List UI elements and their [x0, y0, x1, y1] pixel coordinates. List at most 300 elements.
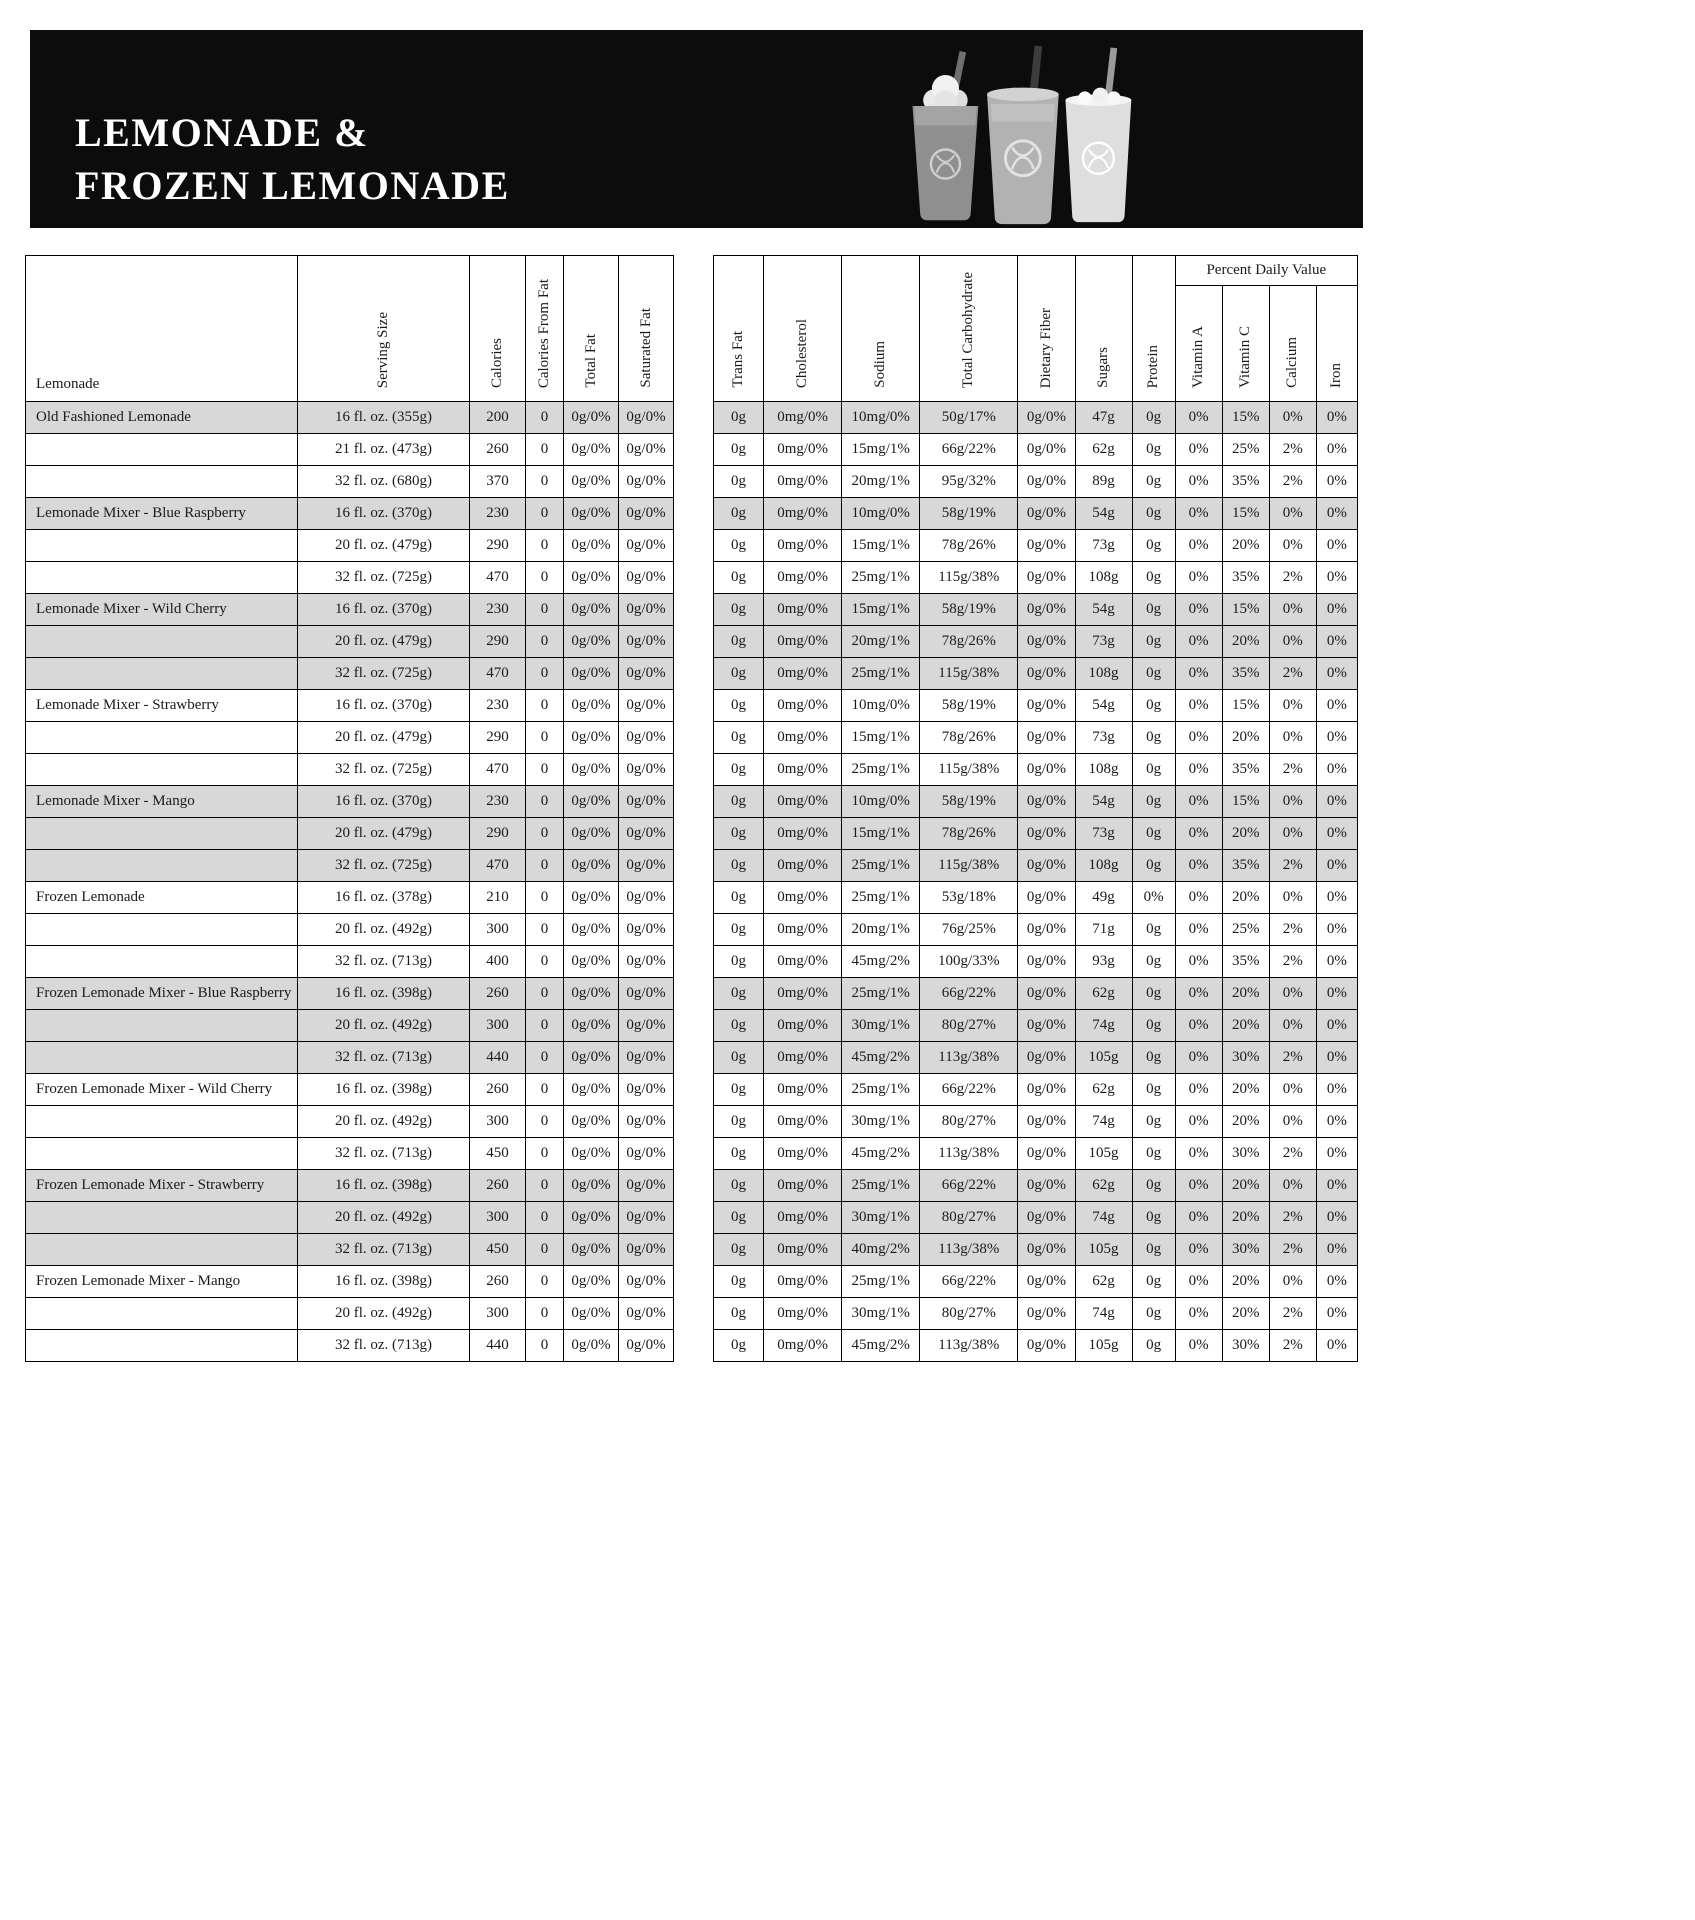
cell-protein: 0g	[1132, 1042, 1175, 1074]
cell-item-name: Frozen Lemonade	[26, 882, 298, 914]
cell-vit-a: 0%	[1175, 1074, 1222, 1106]
cell-item-name	[26, 946, 298, 978]
cell-vit-a: 0%	[1175, 946, 1222, 978]
cell-sodium: 30mg/1%	[842, 1010, 920, 1042]
column-header-calories-from-fat	[526, 256, 564, 402]
cell-vit-c: 20%	[1222, 882, 1269, 914]
cell-serving: 32 fl. oz. (713g)	[298, 1330, 470, 1362]
cell-sat-fat: 0g/0%	[619, 722, 674, 754]
cell-cholesterol: 0mg/0%	[764, 1138, 842, 1170]
column-header-label: Iron	[1328, 363, 1345, 388]
cell-vit-c: 20%	[1222, 1202, 1269, 1234]
cell-calories: 450	[470, 1234, 526, 1266]
cell-vit-c: 35%	[1222, 754, 1269, 786]
cell-sat-fat: 0g/0%	[619, 1106, 674, 1138]
cell-calcium: 0%	[1269, 1170, 1316, 1202]
cell-carbs: 115g/38%	[920, 754, 1018, 786]
cell-sugars: 62g	[1075, 434, 1132, 466]
cell-item-name	[26, 1106, 298, 1138]
cell-trans-fat: 0g	[714, 754, 764, 786]
cell-calcium: 2%	[1269, 658, 1316, 690]
cell-total-fat: 0g/0%	[564, 1138, 619, 1170]
column-header-label: Saturated Fat	[637, 308, 654, 388]
cell-iron: 0%	[1316, 722, 1357, 754]
cell-sat-fat: 0g/0%	[619, 818, 674, 850]
cell-fiber: 0g/0%	[1018, 1106, 1075, 1138]
cell-total-fat: 0g/0%	[564, 466, 619, 498]
cell-cholesterol: 0mg/0%	[764, 1074, 842, 1106]
table-row	[26, 946, 674, 978]
cell-item-name	[26, 1234, 298, 1266]
cell-cal-fat: 0	[526, 1170, 564, 1202]
table-row	[714, 658, 1358, 690]
cell-vit-c: 15%	[1222, 402, 1269, 434]
cell-sugars: 73g	[1075, 722, 1132, 754]
cell-fiber: 0g/0%	[1018, 722, 1075, 754]
cell-serving: 16 fl. oz. (378g)	[298, 882, 470, 914]
cell-sat-fat: 0g/0%	[619, 530, 674, 562]
cell-cholesterol: 0mg/0%	[764, 1234, 842, 1266]
cell-protein: 0g	[1132, 1298, 1175, 1330]
cell-cal-fat: 0	[526, 1234, 564, 1266]
cell-cholesterol: 0mg/0%	[764, 1106, 842, 1138]
cell-sodium: 45mg/2%	[842, 1138, 920, 1170]
table-row	[26, 754, 674, 786]
column-header-calories	[470, 256, 526, 402]
cell-iron: 0%	[1316, 1266, 1357, 1298]
cell-fiber: 0g/0%	[1018, 562, 1075, 594]
table-row	[714, 1330, 1358, 1362]
cell-sodium: 20mg/1%	[842, 914, 920, 946]
cell-trans-fat: 0g	[714, 818, 764, 850]
table-row	[714, 626, 1358, 658]
cell-sodium: 25mg/1%	[842, 658, 920, 690]
cell-cholesterol: 0mg/0%	[764, 722, 842, 754]
cell-sugars: 73g	[1075, 530, 1132, 562]
cell-serving: 32 fl. oz. (713g)	[298, 1138, 470, 1170]
table-row	[714, 1106, 1358, 1138]
cell-vit-c: 30%	[1222, 1138, 1269, 1170]
column-header-saturated-fat	[619, 256, 674, 402]
table-row	[714, 786, 1358, 818]
cell-vit-c: 30%	[1222, 1330, 1269, 1362]
table-row	[26, 818, 674, 850]
cell-sugars: 62g	[1075, 1266, 1132, 1298]
cell-sat-fat: 0g/0%	[619, 1234, 674, 1266]
cell-vit-a: 0%	[1175, 1298, 1222, 1330]
cell-iron: 0%	[1316, 786, 1357, 818]
cell-total-fat: 0g/0%	[564, 402, 619, 434]
cell-trans-fat: 0g	[714, 850, 764, 882]
cell-item-name: Old Fashioned Lemonade	[26, 402, 298, 434]
column-header-label: Dietary Fiber	[1037, 307, 1054, 388]
cell-carbs: 80g/27%	[920, 1106, 1018, 1138]
cell-protein: 0g	[1132, 690, 1175, 722]
cell-trans-fat: 0g	[714, 946, 764, 978]
table-row	[26, 562, 674, 594]
cell-protein: 0g	[1132, 1266, 1175, 1298]
left-cup	[913, 52, 979, 220]
cell-calories: 400	[470, 946, 526, 978]
cell-total-fat: 0g/0%	[564, 850, 619, 882]
cell-iron: 0%	[1316, 1138, 1357, 1170]
cell-calcium: 0%	[1269, 1010, 1316, 1042]
cell-item-name	[26, 1202, 298, 1234]
cell-total-fat: 0g/0%	[564, 1170, 619, 1202]
cell-trans-fat: 0g	[714, 562, 764, 594]
cell-fiber: 0g/0%	[1018, 850, 1075, 882]
cell-calories: 470	[470, 658, 526, 690]
cell-item-name	[26, 562, 298, 594]
cell-vit-a: 0%	[1175, 1138, 1222, 1170]
lemonade-cups-image	[893, 44, 1145, 226]
cell-vit-a: 0%	[1175, 658, 1222, 690]
cell-carbs: 113g/38%	[920, 1330, 1018, 1362]
cell-sodium: 25mg/1%	[842, 562, 920, 594]
table-row	[714, 850, 1358, 882]
cell-total-fat: 0g/0%	[564, 786, 619, 818]
cell-calcium: 0%	[1269, 498, 1316, 530]
cell-trans-fat: 0g	[714, 658, 764, 690]
cell-cal-fat: 0	[526, 1010, 564, 1042]
cell-sat-fat: 0g/0%	[619, 434, 674, 466]
cell-vit-c: 30%	[1222, 1042, 1269, 1074]
cell-total-fat: 0g/0%	[564, 914, 619, 946]
cell-cal-fat: 0	[526, 722, 564, 754]
cell-vit-c: 35%	[1222, 562, 1269, 594]
cell-cal-fat: 0	[526, 914, 564, 946]
cell-cal-fat: 0	[526, 626, 564, 658]
cell-item-name	[26, 626, 298, 658]
cell-serving: 20 fl. oz. (492g)	[298, 1202, 470, 1234]
cell-fiber: 0g/0%	[1018, 946, 1075, 978]
cell-total-fat: 0g/0%	[564, 946, 619, 978]
cell-iron: 0%	[1316, 594, 1357, 626]
cell-calcium: 2%	[1269, 1234, 1316, 1266]
cell-vit-c: 15%	[1222, 498, 1269, 530]
cell-cholesterol: 0mg/0%	[764, 562, 842, 594]
cell-carbs: 113g/38%	[920, 1234, 1018, 1266]
cell-sat-fat: 0g/0%	[619, 882, 674, 914]
cell-iron: 0%	[1316, 1042, 1357, 1074]
right-table-body	[714, 402, 1358, 1362]
column-header-label: Total Fat	[582, 334, 599, 388]
cell-sat-fat: 0g/0%	[619, 690, 674, 722]
cell-protein: 0g	[1132, 626, 1175, 658]
cell-carbs: 58g/19%	[920, 786, 1018, 818]
cell-serving: 20 fl. oz. (479g)	[298, 722, 470, 754]
cell-cal-fat: 0	[526, 882, 564, 914]
table-row	[714, 1074, 1358, 1106]
page-title-line1: LEMONADE &	[75, 110, 369, 155]
cell-vit-c: 20%	[1222, 1266, 1269, 1298]
cell-carbs: 66g/22%	[920, 1074, 1018, 1106]
cell-carbs: 58g/19%	[920, 690, 1018, 722]
cell-vit-c: 20%	[1222, 722, 1269, 754]
cell-item-name	[26, 434, 298, 466]
cell-item-name: Frozen Lemonade Mixer - Blue Raspberry	[26, 978, 298, 1010]
left-header-row	[26, 256, 674, 402]
table-row	[714, 754, 1358, 786]
nutrition-table-left	[25, 255, 674, 1362]
column-header-protein	[1132, 256, 1175, 402]
cell-total-fat: 0g/0%	[564, 1234, 619, 1266]
cell-vit-c: 20%	[1222, 818, 1269, 850]
cell-fiber: 0g/0%	[1018, 1170, 1075, 1202]
cell-fiber: 0g/0%	[1018, 818, 1075, 850]
cell-calcium: 2%	[1269, 1330, 1316, 1362]
cell-sugars: 105g	[1075, 1330, 1132, 1362]
cell-trans-fat: 0g	[714, 594, 764, 626]
cell-vit-a: 0%	[1175, 1170, 1222, 1202]
table-row	[714, 434, 1358, 466]
cell-fiber: 0g/0%	[1018, 658, 1075, 690]
cell-sat-fat: 0g/0%	[619, 1042, 674, 1074]
cell-trans-fat: 0g	[714, 530, 764, 562]
cell-carbs: 58g/19%	[920, 498, 1018, 530]
cell-sugars: 47g	[1075, 402, 1132, 434]
cell-total-fat: 0g/0%	[564, 658, 619, 690]
cell-calories: 230	[470, 498, 526, 530]
cell-iron: 0%	[1316, 1298, 1357, 1330]
cell-cal-fat: 0	[526, 402, 564, 434]
cell-cholesterol: 0mg/0%	[764, 530, 842, 562]
table-row	[26, 530, 674, 562]
cell-iron: 0%	[1316, 818, 1357, 850]
cell-iron: 0%	[1316, 562, 1357, 594]
cell-iron: 0%	[1316, 626, 1357, 658]
cell-trans-fat: 0g	[714, 1202, 764, 1234]
cell-sat-fat: 0g/0%	[619, 1266, 674, 1298]
cell-protein: 0g	[1132, 1330, 1175, 1362]
column-header-iron	[1316, 286, 1357, 402]
cell-serving: 32 fl. oz. (713g)	[298, 1234, 470, 1266]
cell-total-fat: 0g/0%	[564, 754, 619, 786]
cell-trans-fat: 0g	[714, 1170, 764, 1202]
cell-protein: 0g	[1132, 562, 1175, 594]
table-row	[714, 946, 1358, 978]
column-header-vitamin-c	[1222, 286, 1269, 402]
cell-iron: 0%	[1316, 1106, 1357, 1138]
cell-fiber: 0g/0%	[1018, 1202, 1075, 1234]
cell-calories: 470	[470, 562, 526, 594]
cell-fiber: 0g/0%	[1018, 466, 1075, 498]
column-header-label: Cholesterol	[794, 318, 811, 388]
cell-sat-fat: 0g/0%	[619, 914, 674, 946]
table-row	[26, 626, 674, 658]
table-row	[26, 1234, 674, 1266]
cell-serving: 20 fl. oz. (479g)	[298, 818, 470, 850]
table-row	[26, 434, 674, 466]
column-header-label: Vitamin C	[1237, 325, 1254, 388]
cell-cholesterol: 0mg/0%	[764, 498, 842, 530]
cell-calcium: 0%	[1269, 1106, 1316, 1138]
cell-item-name: Frozen Lemonade Mixer - Mango	[26, 1266, 298, 1298]
cell-calcium: 0%	[1269, 786, 1316, 818]
cell-carbs: 115g/38%	[920, 658, 1018, 690]
cell-cholesterol: 0mg/0%	[764, 434, 842, 466]
table-row	[26, 914, 674, 946]
cell-cholesterol: 0mg/0%	[764, 626, 842, 658]
cell-calcium: 2%	[1269, 946, 1316, 978]
cell-sodium: 45mg/2%	[842, 946, 920, 978]
cell-iron: 0%	[1316, 1010, 1357, 1042]
table-row	[714, 1170, 1358, 1202]
cell-sugars: 71g	[1075, 914, 1132, 946]
cell-cal-fat: 0	[526, 1138, 564, 1170]
cell-trans-fat: 0g	[714, 1298, 764, 1330]
cell-protein: 0%	[1132, 882, 1175, 914]
cell-trans-fat: 0g	[714, 690, 764, 722]
cell-calcium: 2%	[1269, 562, 1316, 594]
column-group-header-percent-daily-value: Percent Daily Value	[1175, 256, 1357, 286]
cell-serving: 20 fl. oz. (492g)	[298, 1298, 470, 1330]
cell-calories: 230	[470, 786, 526, 818]
cell-vit-a: 0%	[1175, 594, 1222, 626]
table-row	[714, 402, 1358, 434]
cell-carbs: 78g/26%	[920, 530, 1018, 562]
cell-total-fat: 0g/0%	[564, 978, 619, 1010]
cell-protein: 0g	[1132, 786, 1175, 818]
cell-sodium: 10mg/0%	[842, 690, 920, 722]
cell-protein: 0g	[1132, 1074, 1175, 1106]
cell-calories: 260	[470, 1266, 526, 1298]
cell-carbs: 78g/26%	[920, 626, 1018, 658]
table-row	[26, 1042, 674, 1074]
cell-total-fat: 0g/0%	[564, 530, 619, 562]
cell-cal-fat: 0	[526, 1202, 564, 1234]
cell-carbs: 66g/22%	[920, 1170, 1018, 1202]
cell-sat-fat: 0g/0%	[619, 466, 674, 498]
table-row	[26, 722, 674, 754]
cell-sat-fat: 0g/0%	[619, 1170, 674, 1202]
left-table-header	[26, 256, 674, 402]
cell-iron: 0%	[1316, 690, 1357, 722]
cell-item-name	[26, 754, 298, 786]
cell-sodium: 25mg/1%	[842, 978, 920, 1010]
cell-cal-fat: 0	[526, 530, 564, 562]
cell-fiber: 0g/0%	[1018, 530, 1075, 562]
column-header-total-carbohydrate	[920, 256, 1018, 402]
middle-cup	[987, 46, 1059, 224]
cell-item-name: Frozen Lemonade Mixer - Strawberry	[26, 1170, 298, 1202]
cell-total-fat: 0g/0%	[564, 1298, 619, 1330]
cell-fiber: 0g/0%	[1018, 498, 1075, 530]
cell-vit-a: 0%	[1175, 562, 1222, 594]
cell-vit-c: 35%	[1222, 466, 1269, 498]
cell-vit-a: 0%	[1175, 882, 1222, 914]
table-row	[714, 466, 1358, 498]
cell-item-name: Lemonade Mixer - Wild Cherry	[26, 594, 298, 626]
column-header-label: Calories From Fat	[536, 278, 552, 388]
cell-cal-fat: 0	[526, 658, 564, 690]
cell-calories: 230	[470, 594, 526, 626]
cell-sat-fat: 0g/0%	[619, 562, 674, 594]
cell-fiber: 0g/0%	[1018, 1234, 1075, 1266]
cell-calories: 300	[470, 1106, 526, 1138]
cell-cholesterol: 0mg/0%	[764, 1042, 842, 1074]
cell-protein: 0g	[1132, 754, 1175, 786]
cell-iron: 0%	[1316, 946, 1357, 978]
table-row	[714, 690, 1358, 722]
cell-sodium: 25mg/1%	[842, 1170, 920, 1202]
cell-sodium: 25mg/1%	[842, 882, 920, 914]
cell-item-name	[26, 1330, 298, 1362]
table-row	[26, 690, 674, 722]
cell-calories: 470	[470, 850, 526, 882]
cell-trans-fat: 0g	[714, 466, 764, 498]
cell-protein: 0g	[1132, 914, 1175, 946]
cell-trans-fat: 0g	[714, 1074, 764, 1106]
cell-total-fat: 0g/0%	[564, 562, 619, 594]
cell-vit-c: 25%	[1222, 434, 1269, 466]
cell-sodium: 25mg/1%	[842, 1266, 920, 1298]
cell-vit-a: 0%	[1175, 1266, 1222, 1298]
table-row	[26, 1010, 674, 1042]
cell-fiber: 0g/0%	[1018, 1042, 1075, 1074]
cell-cal-fat: 0	[526, 1042, 564, 1074]
cell-cal-fat: 0	[526, 498, 564, 530]
cell-calcium: 2%	[1269, 850, 1316, 882]
cell-item-name	[26, 1042, 298, 1074]
cell-fiber: 0g/0%	[1018, 1010, 1075, 1042]
right-header-row-1	[714, 256, 1358, 286]
right-cup	[1065, 48, 1131, 222]
table-row	[26, 1298, 674, 1330]
cell-calcium: 2%	[1269, 754, 1316, 786]
column-header-sodium	[842, 256, 920, 402]
table-row	[714, 498, 1358, 530]
cell-protein: 0g	[1132, 530, 1175, 562]
table-row	[714, 1042, 1358, 1074]
cell-sat-fat: 0g/0%	[619, 754, 674, 786]
cell-vit-c: 20%	[1222, 1074, 1269, 1106]
cell-serving: 32 fl. oz. (725g)	[298, 658, 470, 690]
cell-serving: 32 fl. oz. (713g)	[298, 946, 470, 978]
cell-carbs: 115g/38%	[920, 562, 1018, 594]
cell-calories: 260	[470, 1074, 526, 1106]
cell-calories: 290	[470, 818, 526, 850]
cell-calcium: 0%	[1269, 594, 1316, 626]
cell-total-fat: 0g/0%	[564, 1010, 619, 1042]
cell-item-name	[26, 850, 298, 882]
cell-cholesterol: 0mg/0%	[764, 402, 842, 434]
cell-cholesterol: 0mg/0%	[764, 882, 842, 914]
cell-cholesterol: 0mg/0%	[764, 818, 842, 850]
cell-total-fat: 0g/0%	[564, 722, 619, 754]
cell-item-name: Lemonade Mixer - Blue Raspberry	[26, 498, 298, 530]
cell-sodium: 25mg/1%	[842, 850, 920, 882]
cell-serving: 32 fl. oz. (725g)	[298, 754, 470, 786]
cell-sodium: 40mg/2%	[842, 1234, 920, 1266]
cell-carbs: 66g/22%	[920, 1266, 1018, 1298]
cell-serving: 16 fl. oz. (370g)	[298, 786, 470, 818]
cell-calcium: 2%	[1269, 914, 1316, 946]
table-row	[26, 498, 674, 530]
table-row	[26, 402, 674, 434]
cell-total-fat: 0g/0%	[564, 882, 619, 914]
cell-cholesterol: 0mg/0%	[764, 850, 842, 882]
cell-serving: 16 fl. oz. (370g)	[298, 498, 470, 530]
cell-fiber: 0g/0%	[1018, 594, 1075, 626]
cell-cal-fat: 0	[526, 1330, 564, 1362]
cell-calcium: 0%	[1269, 530, 1316, 562]
cell-iron: 0%	[1316, 754, 1357, 786]
cell-serving: 20 fl. oz. (492g)	[298, 1106, 470, 1138]
cell-vit-a: 0%	[1175, 498, 1222, 530]
cell-calories: 230	[470, 690, 526, 722]
cell-sodium: 30mg/1%	[842, 1298, 920, 1330]
